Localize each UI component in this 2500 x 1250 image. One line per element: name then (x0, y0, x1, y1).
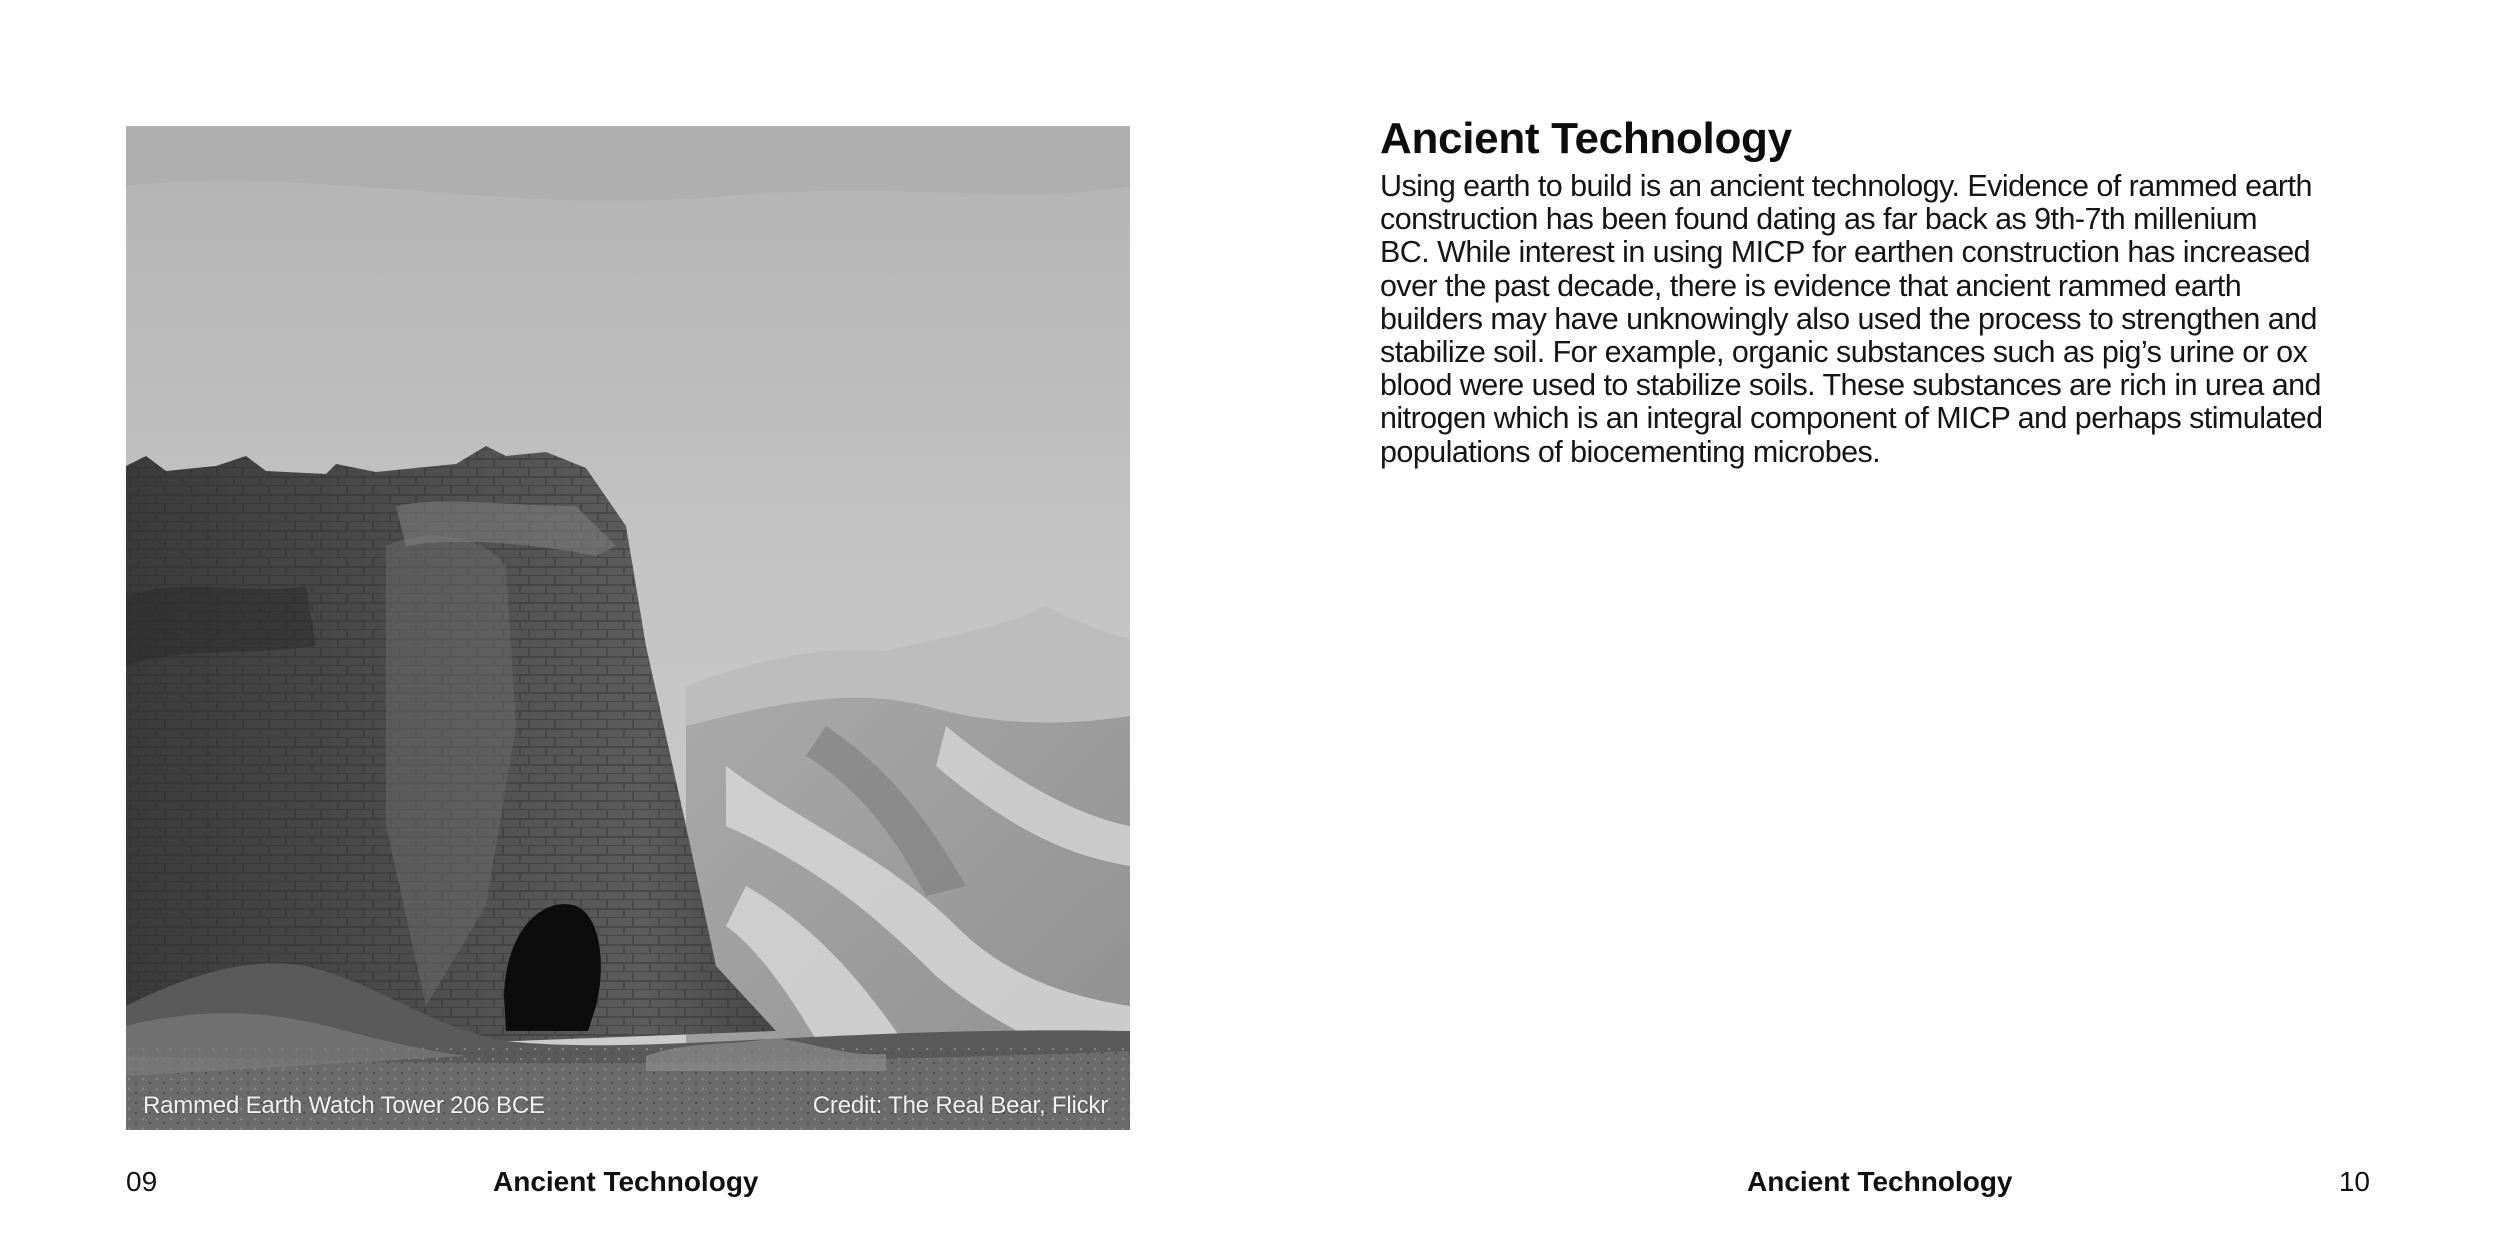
photo-caption: Rammed Earth Watch Tower 206 BCE (143, 1092, 545, 1119)
body-line: over the past decade, there is evidence that ancient rammed earth (1380, 268, 2242, 303)
body-line: stabilize soil. For example, organic substances such as pig’s urine or ox (1380, 335, 2308, 370)
page-heading: Ancient Technology (1380, 114, 1792, 163)
body-paragraph (1380, 170, 2380, 469)
body-line: builders may have unknowingly also used the process to strengthen and (1380, 301, 2317, 336)
running-title-right: Ancient Technology (1747, 1166, 2013, 1197)
right-page (1250, 0, 2500, 1250)
page-number-right: 10 (2338, 1166, 2370, 1197)
photo-credit: Credit: The Real Bear, Flickr (812, 1092, 1108, 1119)
running-title-left: Ancient Technology (493, 1166, 759, 1197)
body-line: Using earth to build is an ancient technology. Evidence of rammed earth (1380, 169, 2312, 203)
body-line: blood were used to stabilize soils. These substances are rich in urea and (1380, 368, 2321, 403)
body-line: populations of biocementing microbes. (1380, 434, 1881, 469)
body-line: construction has been found dating as far back as 9th-7th millenium (1380, 202, 2257, 237)
body-line: nitrogen which is an integral component of MICP and perhaps stimulated (1380, 401, 2323, 436)
watch-tower-photo (126, 126, 1130, 1130)
watch-tower-illustration (126, 126, 1130, 1130)
page-number-left: 09 (126, 1166, 158, 1197)
body-line: BC. While interest in using MICP for earthen construction has increased (1380, 235, 2311, 270)
